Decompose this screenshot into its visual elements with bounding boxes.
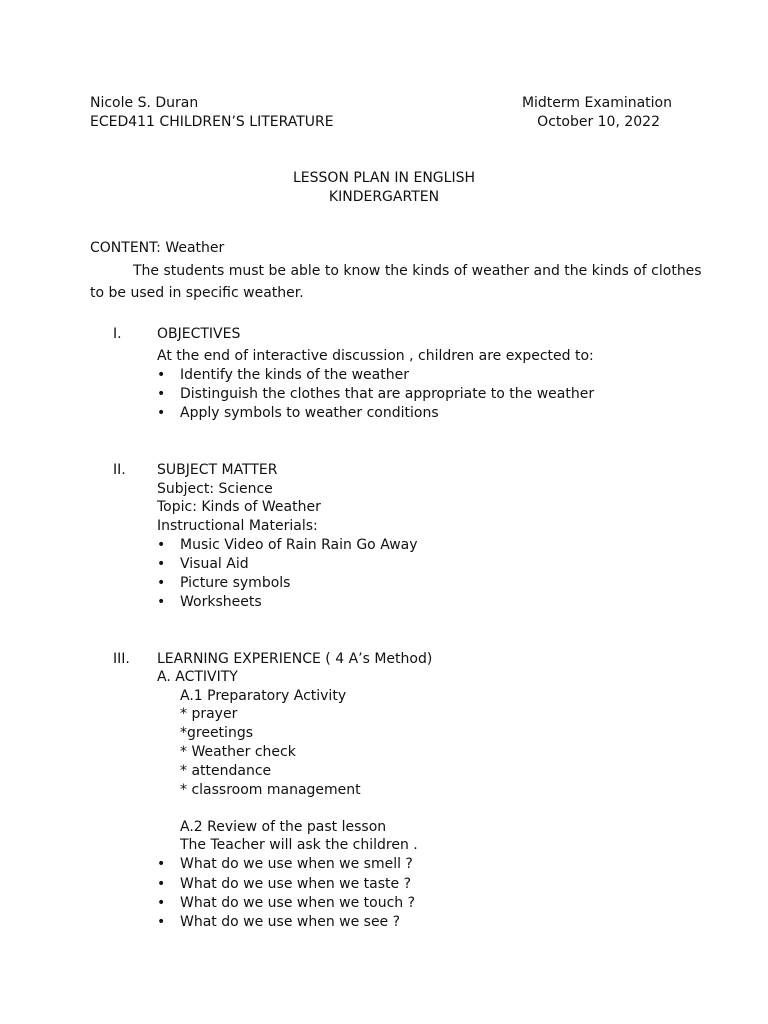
document-subtitle: KINDERGARTEN — [328, 189, 440, 205]
section-numeral: I. — [113, 326, 122, 342]
objectives-heading: OBJECTIVES — [157, 326, 241, 342]
bullet-icon: • — [157, 405, 166, 421]
subject-matter-heading: SUBJECT MATTER — [157, 462, 278, 478]
content-heading: CONTENT: Weather — [90, 240, 225, 256]
exam-date: October 10, 2022 — [537, 114, 660, 130]
preparatory-item: * classroom management — [180, 782, 361, 798]
preparatory-item: * Weather check — [180, 744, 296, 760]
material-item: Visual Aid — [180, 556, 249, 572]
exam-label: Midterm Examination — [521, 95, 672, 111]
preparatory-activity-title: A.1 Preparatory Activity — [180, 688, 347, 704]
bullet-icon: • — [157, 537, 166, 553]
bullet-icon: • — [157, 556, 166, 572]
document-title: LESSON PLAN IN ENGLISH — [293, 170, 475, 186]
objectives-intro: At the end of interactive discussion , children are expected to: — [157, 348, 594, 364]
bullet-icon: • — [157, 856, 166, 872]
review-question: What do we use when we taste ? — [180, 876, 411, 892]
objective-item: Identify the kinds of the weather — [180, 367, 409, 383]
review-intro: The Teacher will ask the children . — [180, 837, 418, 853]
preparatory-item: * attendance — [180, 763, 272, 779]
content-paragraph-line-2: to be used in specific weather. — [90, 285, 304, 301]
review-question: What do we use when we smell ? — [180, 856, 413, 872]
objective-item: Distinguish the clothes that are appropriate to the weather — [180, 386, 595, 402]
learning-experience-heading: LEARNING EXPERIENCE ( 4 A’s Method) — [157, 651, 433, 667]
bullet-icon: • — [157, 386, 166, 402]
preparatory-item: * prayer — [180, 706, 238, 722]
preparatory-item: *greetings — [180, 725, 253, 741]
section-numeral: II. — [113, 462, 126, 478]
subject-line: Subject: Science — [157, 481, 273, 497]
material-item: Picture symbols — [180, 575, 291, 591]
content-paragraph-line-1: The students must be able to know the kinds of weather and the kinds of clothes — [133, 263, 702, 279]
objective-item: Apply symbols to weather conditions — [180, 405, 439, 421]
materials-label: Instructional Materials: — [157, 518, 318, 534]
bullet-icon: • — [157, 594, 166, 610]
material-item: Music Video of Rain Rain Go Away — [180, 537, 418, 553]
bullet-icon: • — [157, 914, 166, 930]
course-title: ECED411 CHILDREN’S LITERATURE — [90, 114, 334, 130]
topic-line: Topic: Kinds of Weather — [157, 499, 321, 515]
material-item: Worksheets — [180, 594, 262, 610]
section-numeral: III. — [113, 651, 130, 667]
review-title: A.2 Review of the past lesson — [180, 819, 387, 835]
bullet-icon: • — [157, 895, 166, 911]
bullet-icon: • — [157, 367, 166, 383]
activity-heading: A. ACTIVITY — [157, 669, 238, 685]
bullet-icon: • — [157, 876, 166, 892]
review-question: What do we use when we touch ? — [180, 895, 416, 911]
author-name: Nicole S. Duran — [90, 95, 199, 111]
bullet-icon: • — [157, 575, 166, 591]
review-question: What do we use when we see ? — [180, 914, 401, 930]
